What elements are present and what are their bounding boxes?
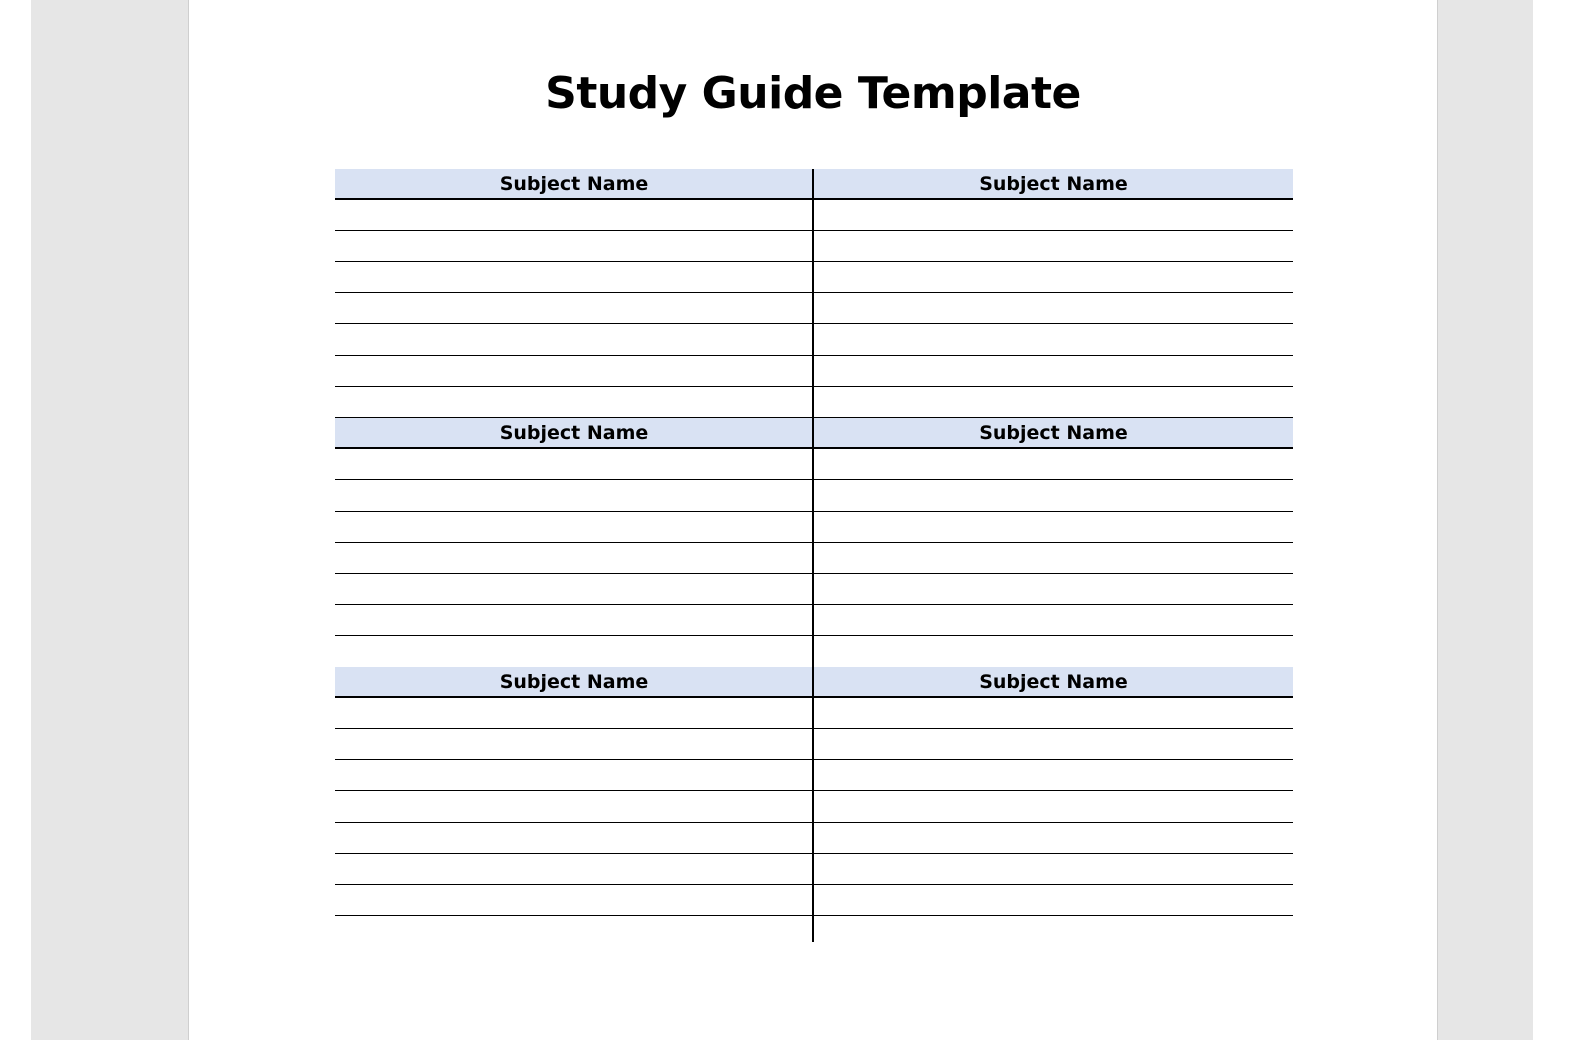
writing-line[interactable] [335, 823, 813, 854]
writing-line[interactable] [335, 543, 813, 574]
writing-line[interactable] [335, 200, 813, 231]
writing-line[interactable] [814, 698, 1293, 729]
writing-line[interactable] [814, 293, 1293, 324]
writing-line[interactable] [814, 200, 1293, 231]
writing-line[interactable] [814, 449, 1293, 480]
writing-line[interactable] [335, 791, 813, 823]
writing-line[interactable] [814, 324, 1293, 356]
subject-name-header[interactable]: Subject Name [814, 667, 1293, 698]
writing-line[interactable] [335, 916, 813, 947]
writing-line[interactable] [335, 387, 813, 418]
writing-line[interactable] [335, 885, 813, 916]
subject-cell[interactable] [814, 169, 1293, 418]
document-workspace[interactable] [31, 0, 1533, 1040]
writing-line[interactable] [335, 449, 813, 480]
subject-cell[interactable] [814, 667, 1293, 947]
writing-line[interactable] [814, 760, 1293, 791]
writing-line[interactable] [814, 729, 1293, 760]
writing-line[interactable] [814, 231, 1293, 262]
writing-line[interactable] [814, 823, 1293, 854]
writing-line[interactable] [335, 854, 813, 885]
writing-line[interactable] [335, 324, 813, 356]
writing-line[interactable] [814, 543, 1293, 574]
study-guide-table [335, 0, 1293, 1040]
subject-name-header[interactable]: Subject Name [335, 418, 813, 449]
writing-line[interactable] [335, 729, 813, 760]
writing-line[interactable] [335, 605, 813, 636]
subject-cell[interactable] [335, 667, 813, 947]
writing-line[interactable] [814, 262, 1293, 293]
writing-line[interactable] [335, 262, 813, 293]
writing-line[interactable] [814, 605, 1293, 636]
subject-name-header[interactable]: Subject Name [814, 169, 1293, 200]
writing-line[interactable] [335, 760, 813, 791]
writing-line[interactable] [814, 480, 1293, 512]
writing-line[interactable] [814, 885, 1293, 916]
writing-line[interactable] [335, 356, 813, 387]
writing-line[interactable] [335, 636, 813, 668]
subject-cell[interactable] [814, 418, 1293, 668]
writing-line[interactable] [814, 791, 1293, 823]
document-title: Study Guide Template [545, 68, 1081, 119]
writing-line[interactable] [335, 698, 813, 729]
document-page[interactable] [188, 0, 1438, 1040]
writing-line[interactable] [335, 480, 813, 512]
writing-line[interactable] [335, 512, 813, 543]
subject-name-header[interactable]: Subject Name [335, 667, 813, 698]
writing-line[interactable] [814, 512, 1293, 543]
subject-cell[interactable] [335, 169, 813, 418]
writing-line[interactable] [335, 293, 813, 324]
writing-line[interactable] [814, 574, 1293, 605]
writing-line[interactable] [814, 916, 1293, 947]
writing-line[interactable] [335, 574, 813, 605]
writing-line[interactable] [814, 854, 1293, 885]
column-divider [812, 169, 814, 942]
writing-line[interactable] [814, 636, 1293, 668]
writing-line[interactable] [814, 387, 1293, 418]
subject-name-header[interactable]: Subject Name [814, 418, 1293, 449]
writing-line[interactable] [814, 356, 1293, 387]
subject-name-header[interactable]: Subject Name [335, 169, 813, 200]
subject-cell[interactable] [335, 418, 813, 668]
writing-line[interactable] [335, 231, 813, 262]
